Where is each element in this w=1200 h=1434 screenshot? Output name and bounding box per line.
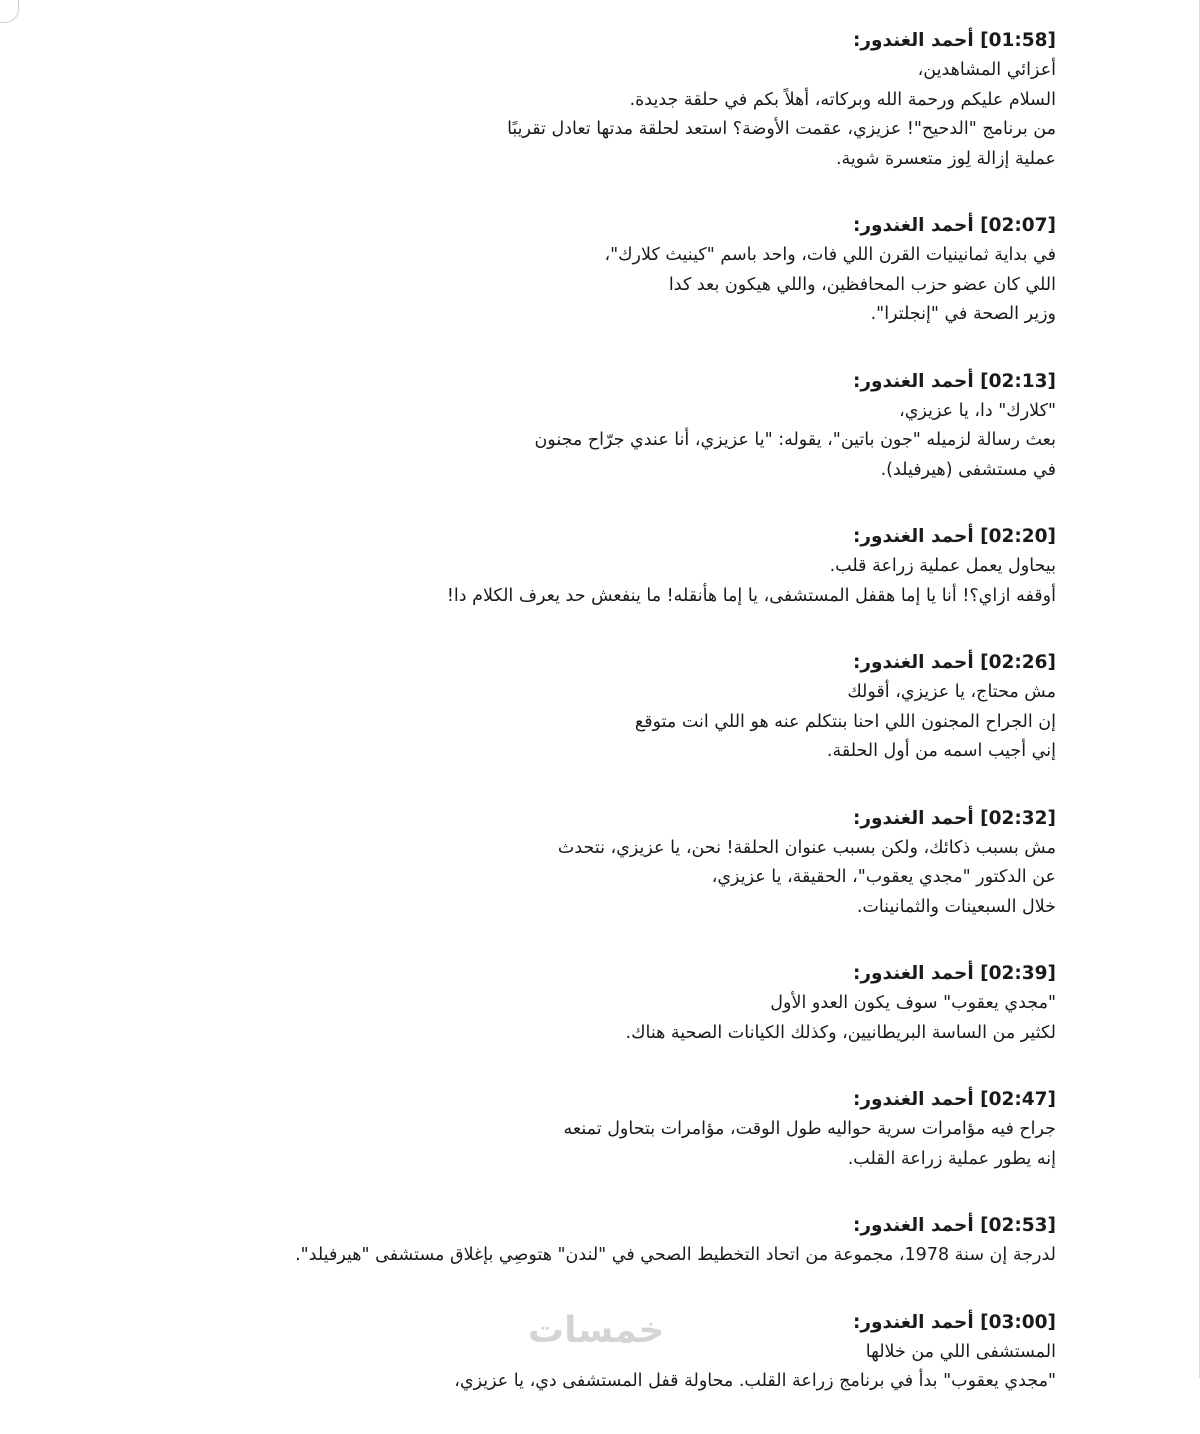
- page-corner-decoration: [0, 0, 19, 23]
- entry-timestamp: [02:07]: [980, 215, 1056, 236]
- entry-timestamp: [03:00]: [980, 1311, 1056, 1333]
- entry-text-line: أوقفه ازاي؟! أنا يا إما هقفل المستشفى، يا إما هأنقله! ما ينفعش حد يعرف الكلام دا!: [446, 585, 1056, 606]
- transcript-entry: [296, 1085, 1056, 1174]
- entry-heading: [296, 367, 1056, 397]
- entry-speaker: أحمد الغندور:: [852, 963, 974, 984]
- entry-timestamp: [02:13]: [980, 370, 1056, 392]
- entry-speaker: أحمد الغندور:: [852, 526, 974, 547]
- entry-text-line: السلام عليكم ورحمة الله وبركاته، أهلاً بكم في حلقة جديدة.: [629, 89, 1056, 110]
- entry-heading: [296, 1308, 1056, 1338]
- transcript-document: [296, 26, 1056, 1434]
- entry-text-line: أعزائي المشاهدين،: [917, 60, 1056, 80]
- entry-text-line: "مجدي يعقوب" سوف يكون العدو الأول: [770, 993, 1056, 1013]
- entry-speaker: أحمد الغندور:: [852, 30, 974, 51]
- entry-text-line: "كلارك" دا، يا عزيزي،: [899, 400, 1056, 421]
- transcript-entry: [296, 648, 1056, 767]
- entry-timestamp: [02:47]: [980, 1089, 1056, 1110]
- entry-timestamp: [02:53]: [980, 1215, 1056, 1236]
- entry-heading: [296, 211, 1056, 241]
- entry-text-line: مش بسبب ذكائك، ولكن بسبب عنوان الحلقة! نحن، يا عزيزي، نتحدث: [557, 837, 1056, 858]
- entry-heading: [296, 1211, 1056, 1241]
- entry-speaker: أحمد الغندور:: [852, 1215, 974, 1236]
- transcript-entry: [296, 26, 1056, 174]
- entry-text-line: عملية إزالة لِوز متعسرة شوية.: [835, 148, 1056, 169]
- entry-text-line: بعث رسالة لزميله "جون باتين"، يقوله: "يا عزيزي، أنا عندي جرّاح مجنون: [534, 430, 1056, 450]
- transcript-entry: [296, 211, 1056, 330]
- entry-heading: [296, 522, 1056, 552]
- entry-text-line: في مستشفى (هيرفيلد).: [880, 459, 1056, 480]
- entry-text-line: لدرجة إن سنة 1978، مجموعة من اتحاد التخطيط الصحي في "لندن" هتوصِي بإغلاق مستشفى "هيرفيلد".: [295, 1245, 1056, 1265]
- entry-text-line: لكثير من الساسة البريطانيين، وكذلك الكيانات الصحية هناك.: [625, 1022, 1056, 1043]
- entry-timestamp: [02:26]: [980, 652, 1056, 673]
- transcript-entry: [296, 522, 1056, 611]
- entry-speaker: أحمد الغندور:: [852, 1311, 974, 1333]
- entry-text-line: إني أجيب اسمه من أول الحلقة.: [826, 741, 1056, 761]
- entry-text-line: إنه يطور عملية زراعة القلب.: [847, 1148, 1056, 1169]
- entry-text-line: المستشفى اللي من خلالها: [865, 1341, 1056, 1362]
- entry-timestamp: [01:58]: [980, 30, 1056, 51]
- entry-text-line: مش محتاج، يا عزيزي، أقولك: [847, 682, 1056, 702]
- entry-text-line: في بداية ثمانينيات القرن اللي فات، واحد باسم "كينيث كلارك"،: [604, 245, 1056, 265]
- entry-text-line: جراح فيه مؤامرات سرية حواليه طول الوقت، مؤامرات بتحاول تمنعه: [563, 1119, 1056, 1139]
- transcript-entry: [296, 1211, 1056, 1271]
- entry-heading: [296, 648, 1056, 678]
- entry-speaker: أحمد الغندور:: [852, 1089, 974, 1110]
- transcript-entry: [296, 959, 1056, 1048]
- entry-heading: [296, 26, 1056, 56]
- entry-heading: [296, 804, 1056, 834]
- entry-text-line: اللي كان عضو حزب المحافظين، واللي هيكون بعد كدا: [668, 274, 1056, 295]
- transcript-entry: [296, 804, 1056, 923]
- entry-heading: [296, 1085, 1056, 1115]
- entry-speaker: أحمد الغندور:: [852, 652, 974, 673]
- entry-text-line: عن الدكتور "مجدي يعقوب"، الحقيقة، يا عزيزي،: [711, 867, 1056, 887]
- transcript-entry: [296, 367, 1056, 486]
- entry-timestamp: [02:39]: [980, 963, 1056, 984]
- entry-text-line: "مجدي يعقوب" بدأ في برنامج زراعة القلب. محاولة قفل المستشفى دي، يا عزيزي،: [454, 1371, 1056, 1391]
- entry-text-line: خلال السبعينات والثمانينات.: [856, 896, 1056, 917]
- entry-heading: [296, 959, 1056, 989]
- entry-speaker: أحمد الغندور:: [852, 215, 974, 236]
- entry-text-line: إن الجراح المجنون اللي احنا بنتكلم عنه هو اللي انت متوقع: [634, 711, 1056, 732]
- site-watermark: خمسات: [528, 1310, 665, 1351]
- entry-timestamp: [02:32]: [980, 807, 1056, 829]
- entry-text-line: بيحاول يعمل عملية زراعة قلب.: [829, 556, 1056, 576]
- entry-speaker: أحمد الغندور:: [852, 370, 974, 392]
- entry-timestamp: [02:20]: [980, 526, 1056, 547]
- entry-text-line: من برنامج "الدحيح"! عزيزي، عقمت الأوضة؟ استعد لحلقة مدتها تعادل تقريبًا: [507, 119, 1056, 139]
- entry-text-line: وزير الصحة في "إنجلترا".: [870, 304, 1056, 324]
- transcript-entry: [296, 1308, 1056, 1397]
- entry-speaker: أحمد الغندور:: [852, 807, 974, 829]
